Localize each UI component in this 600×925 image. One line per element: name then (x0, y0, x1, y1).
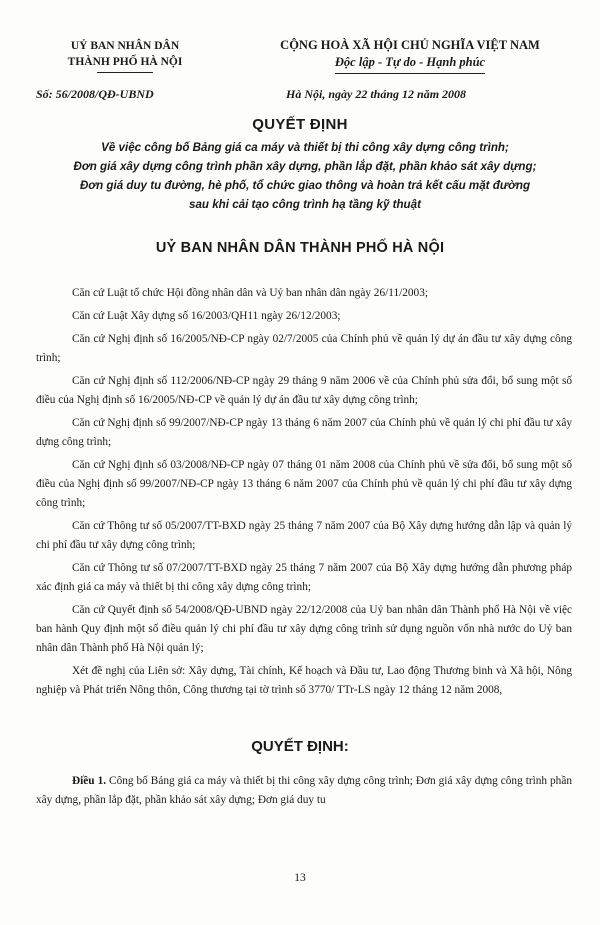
legal-basis-paragraph: Căn cứ Nghị định số 16/2005/NĐ-CP ngày 02/7/2005 của Chính phủ về quản lý dự án đầu tư xây dựng công trình; (36, 333, 572, 364)
agency-line-2: THÀNH PHỐ HÀ NỘI (67, 56, 183, 68)
subject-line: sau khi cải tạo công trình hạ tầng kỹ thuật (189, 198, 421, 211)
issuing-authority-heading: UỶ BAN NHÂN DÂN THÀNH PHỐ HÀ NỘI (155, 240, 445, 256)
document-number: Số: 56/2008/QĐ-UBND (36, 87, 154, 101)
article-text: Công bố Bảng giá ca máy và thiết bị thi công xây dựng công trình; Đơn giá xây dựng công trình phần xây dựng, phần lắp đặt, phần khảo sát xây dựng; Đơn giá duy tu (36, 775, 572, 806)
legal-basis-paragraph: Căn cứ Thông tư số 05/2007/TT-BXD ngày 25 tháng 7 năm 2007 của Bộ Xây dựng hướng dẫn lập và quản lý chi phí đầu tư xây dựng công trình; (36, 520, 572, 551)
legal-basis-paragraph: Xét đề nghị của Liên sở: Xây dựng, Tài chính, Kế hoạch và Đầu tư, Lao động Thương binh và Xã hội, Nông nghiệp và Phát triển Nông thôn, Công thương tại tờ trình số 3770/ TTr-LS ngày 12 tháng 12 năm 2008, (36, 665, 572, 696)
national-header (250, 37, 570, 74)
legal-basis-section (36, 284, 572, 704)
document-date: Hà Nội, ngày 22 tháng 12 năm 2008 (286, 87, 467, 101)
document-title: QUYẾT ĐỊNH (252, 116, 348, 133)
subject-line: Đơn giá xây dựng công trình phần xây dựng, phần lắp đặt, phần khảo sát xây dựng; (73, 160, 537, 173)
legal-basis-paragraph: Căn cứ Nghị định số 03/2008/NĐ-CP ngày 07 tháng 01 năm 2008 của Chính phủ về sửa đổi, bổ sung một số điều của Nghị định số 99/2007/NĐ-CP ngày 13 tháng 6 năm 2007 của Chính phủ về quản lý chi phí đầu tư xây dựng công trình; (36, 459, 572, 509)
legal-basis-paragraph: Căn cứ Nghị định số 112/2006/NĐ-CP ngày 29 tháng 9 năm 2006 về của Chính phủ sửa đổi, bổ sung một số điều của Nghị định số 16/2005/NĐ-CP về quản lý dự án đầu tư xây dựng công trình; (36, 375, 572, 406)
legal-basis-paragraph: Căn cứ Nghị định số 99/2007/NĐ-CP ngày 13 tháng 6 năm 2007 của Chính phủ về quản lý chi phí đầu tư xây dựng công trình; (36, 417, 572, 448)
legal-basis-paragraph: Căn cứ Thông tư số 07/2007/TT-BXD ngày 25 tháng 7 năm 2007 của Bộ Xây dựng hướng dẫn phương pháp xác định giá ca máy và thiết bị thi công xây dựng công trình; (36, 562, 572, 593)
country-name: CỘNG HOÀ XÃ HỘI CHỦ NGHĨA VIỆT NAM (280, 38, 540, 52)
article-1 (36, 772, 572, 810)
legal-basis-paragraph: Căn cứ Quyết định số 54/2008/QĐ-UBND ngày 22/12/2008 của Uỷ ban nhân dân Thành phố Hà Nội về việc ban hành Quy định một số điều quản lý chi phí đầu tư xây dựng công trình sử dụng nguồn vốn nhà nước do Uỷ ban nhân dân Thành phố Hà Nội quản lý; (36, 604, 572, 654)
motto-underline (335, 73, 485, 74)
agency-line-1: UỶ BAN NHÂN DÂN (70, 40, 180, 52)
national-motto: Độc lập - Tự do - Hạnh phúc (334, 55, 486, 69)
page-number: 13 (294, 872, 306, 884)
legal-basis-paragraph: Căn cứ Luật tổ chức Hội đồng nhân dân và Uỷ ban nhân dân ngày 26/11/2003; (72, 287, 428, 299)
subject-line: Về việc công bố Bảng giá ca máy và thiết bị thi công xây dựng công trình; (101, 141, 509, 154)
legal-basis-paragraph: Căn cứ Luật Xây dựng số 16/2003/QH11 ngày 26/12/2003; (72, 310, 341, 322)
article-label: Điều 1. (72, 775, 107, 787)
decision-heading: QUYẾT ĐỊNH: (251, 738, 349, 755)
document-subject (40, 138, 570, 214)
issuing-agency-header (40, 38, 210, 73)
subject-line: Đơn giá duy tu đường, hè phố, tổ chức giao thông và hoàn trả kết cấu mặt đường (79, 179, 531, 192)
agency-underline (97, 72, 153, 73)
